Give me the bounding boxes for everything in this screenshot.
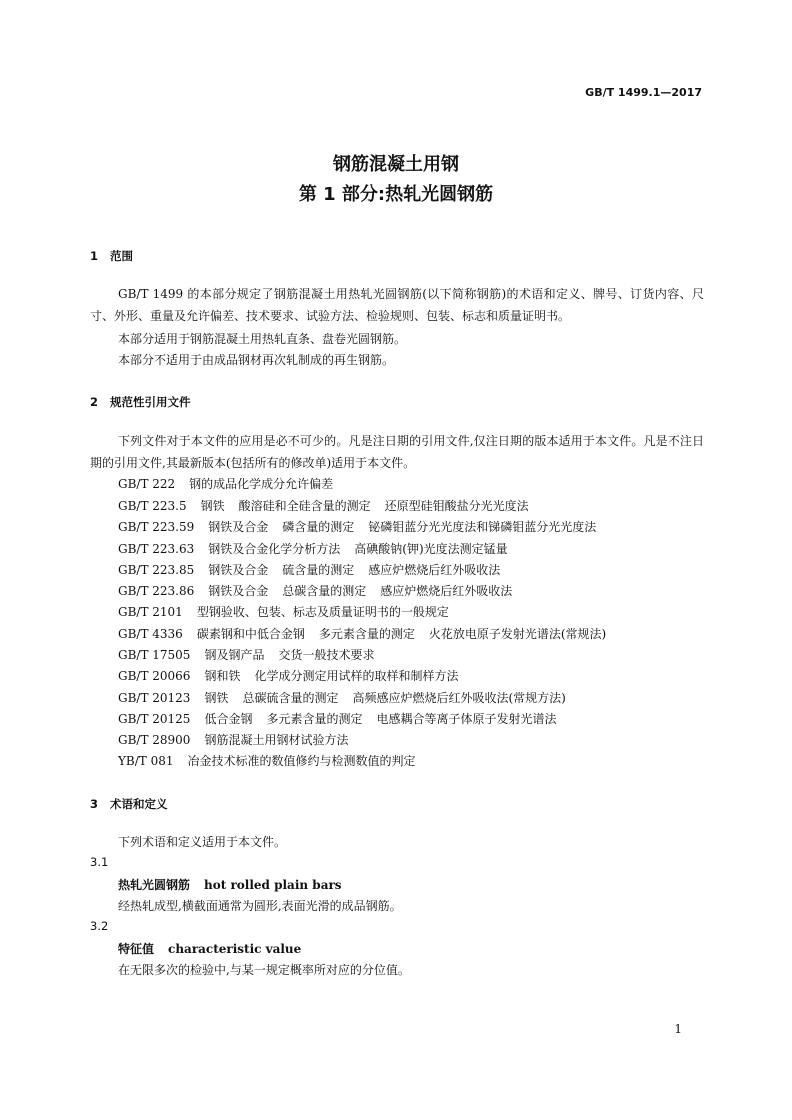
scope-applicability: 本部分适用于钢筋混凝土用热轧直条、盘卷光圆钢筋。 (118, 332, 407, 346)
scope-exclusion: 本部分不适用于由成品钢材再次轧制成的再生钢筋。 (118, 353, 395, 367)
term-english: characteristic value (168, 942, 302, 956)
reference-item (118, 475, 333, 492)
reference-code: GB/T 223.63 (118, 542, 195, 556)
reference-item (118, 518, 596, 535)
reference-code: YB/T 081 (118, 754, 174, 768)
reference-title: 酸溶硅和全硅含量的测定 (238, 499, 371, 513)
term-english: hot rolled plain bars (204, 878, 342, 892)
reference-title: 钢铁及合金 (208, 563, 269, 577)
terms-intro: 下列术语和定义适用于本文件。 (118, 835, 287, 849)
reference-code: GB/T 4336 (118, 627, 183, 641)
reference-title: 碳素钢和中低合金钢 (196, 627, 305, 641)
term-number: 3.1 (90, 855, 109, 869)
reference-title: 低合金钢 (204, 712, 253, 726)
reference-item (118, 540, 508, 557)
reference-code: GB/T 17505 (118, 648, 191, 662)
reference-title: 磷含量的测定 (282, 520, 355, 534)
reference-item (118, 731, 348, 748)
reference-title: 钢铁及合金化学分析方法 (208, 542, 341, 556)
section-1-heading (90, 248, 133, 264)
section-title: 范围 (110, 249, 133, 263)
term-definition: 在无限多次的检验中,与某一规定概率所对应的分位值。 (118, 963, 410, 977)
reference-title: 钢及钢产品 (204, 648, 265, 662)
reference-item (118, 646, 374, 663)
reference-title: 硫含量的测定 (282, 563, 355, 577)
scope-paragraph: GB/T 1499 的本部分规定了钢筋混凝土用热轧光圆钢筋(以下简称钢筋)的术语和定义、牌号、订货内容、尺寸、外形、重量及允许偏差、技术要求、试验方法、检验规则、包装、标志和质量证明书。 (90, 287, 704, 323)
reference-title: 高频感应炉燃烧后红外吸收法(常规方法) (352, 691, 566, 705)
section-number: 1 (90, 249, 99, 263)
document-title-line1: 钢筋混凝土用钢 (333, 154, 459, 175)
term-heading (118, 940, 301, 957)
reference-item (118, 667, 458, 684)
term-definition: 经热轧成型,横截面通常为圆形,表面光滑的成品钢筋。 (118, 899, 402, 913)
reference-code: GB/T 20066 (118, 669, 191, 683)
reference-title: 感应炉燃烧后红外吸收法 (380, 584, 513, 598)
reference-title: 火花放电原子发射光谱法(常规法) (428, 627, 607, 641)
reference-title: 型钢验收、包装、标志及质量证明书的一般规定 (196, 605, 449, 619)
term-heading (118, 876, 342, 893)
reference-item (118, 561, 500, 578)
section-3-heading (90, 796, 168, 812)
reference-code: GB/T 223.85 (118, 563, 195, 577)
standard-number: GB/T 1499.1—2017 (585, 86, 702, 99)
reference-code: GB/T 2101 (118, 605, 183, 619)
reference-code: GB/T 223.86 (118, 584, 195, 598)
reference-title: 还原型硅钼酸盐分光光度法 (384, 499, 529, 513)
reference-title: 感应炉燃烧后红外吸收法 (368, 563, 501, 577)
reference-code: GB/T 222 (118, 477, 176, 491)
reference-title: 总碳硫含量的测定 (242, 691, 339, 705)
reference-item (118, 497, 529, 514)
document-title-line2: 第 1 部分:热轧光圆钢筋 (298, 184, 494, 205)
reference-code: GB/T 20125 (118, 712, 191, 726)
reference-code: GB/T 20123 (118, 691, 191, 705)
term-chinese: 热轧光圆钢筋 (118, 878, 191, 892)
reference-code: GB/T 28900 (118, 733, 191, 747)
section-2-heading (90, 394, 191, 410)
reference-item (118, 582, 512, 599)
reference-title: 电感耦合等离子体原子发射光谱法 (376, 712, 557, 726)
reference-title: 交货一般技术要求 (278, 648, 375, 662)
reference-item (118, 710, 557, 727)
reference-title: 冶金技术标准的数值修约与检测数值的判定 (187, 754, 416, 768)
reference-title: 钢和铁 (204, 669, 241, 683)
page-number: 1 (674, 1022, 682, 1036)
section-title: 规范性引用文件 (110, 395, 191, 409)
reference-item (118, 752, 416, 769)
reference-title: 钢铁 (200, 499, 225, 513)
reference-title: 总碳含量的测定 (282, 584, 367, 598)
reference-title: 多元素含量的测定 (318, 627, 415, 641)
reference-title: 化学成分测定用试样的取样和制样方法 (254, 669, 459, 683)
reference-item (118, 689, 566, 706)
reference-code: GB/T 223.59 (118, 520, 195, 534)
reference-code: GB/T 223.5 (118, 499, 187, 513)
reference-title: 高碘酸钠(钾)光度法测定锰量 (354, 542, 508, 556)
references-intro: 下列文件对于本文件的应用是必不可少的。凡是注日期的引用文件,仅注日期的版本适用于本文件。凡是不注日期的引用文件,其最新版本(包括所有的修改单)适用于本文件。 (90, 434, 704, 470)
section-number: 2 (90, 395, 99, 409)
reference-item (118, 603, 449, 620)
reference-title: 铋磷钼蓝分光光度法和锑磷钼蓝分光光度法 (368, 520, 597, 534)
section-title: 术语和定义 (110, 797, 168, 811)
reference-title: 钢筋混凝土用钢材试验方法 (204, 733, 349, 747)
reference-item (118, 625, 606, 642)
reference-title: 钢铁及合金 (208, 520, 269, 534)
term-number: 3.2 (90, 919, 109, 933)
section-number: 3 (90, 797, 99, 811)
reference-title: 钢铁及合金 (208, 584, 269, 598)
reference-title: 钢的成品化学成分允许偏差 (189, 477, 334, 491)
term-chinese: 特征值 (118, 942, 155, 956)
reference-title: 多元素含量的测定 (266, 712, 363, 726)
reference-title: 钢铁 (204, 691, 229, 705)
